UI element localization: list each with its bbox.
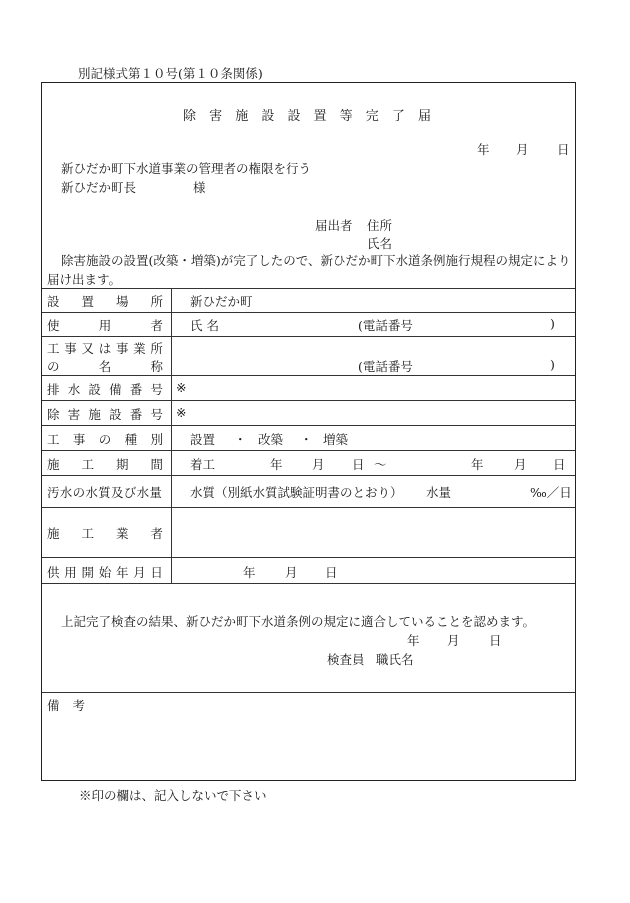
- period-end-year: 年: [471, 457, 484, 472]
- label-char: 始: [98, 565, 112, 580]
- water-quantity: 水量: [426, 485, 452, 500]
- label-char: 用: [64, 565, 77, 580]
- office-phone-close: ): [550, 357, 555, 372]
- label-char: の: [47, 359, 60, 374]
- work-type-sep1: ・: [234, 432, 247, 447]
- date-day: 日: [557, 142, 570, 157]
- user-phone-label: (電話番号: [358, 318, 413, 333]
- label-char: 開: [81, 565, 94, 580]
- label-char: 種: [124, 432, 138, 447]
- label-char: 事: [72, 432, 86, 447]
- table-rule: [42, 288, 575, 289]
- table-rule: [42, 557, 575, 558]
- table-rule: [42, 400, 575, 401]
- work-type-opt2: 改築: [258, 432, 284, 447]
- label-char: 了: [391, 109, 405, 124]
- facility-no-value: ※: [176, 405, 187, 420]
- label-char: 期: [115, 457, 129, 472]
- addressee-honorific: 様: [193, 180, 206, 195]
- drain-no-label: [47, 380, 163, 398]
- service-start-label: [47, 563, 163, 581]
- label-char: 又: [81, 341, 94, 356]
- label-char: 者: [150, 526, 163, 541]
- label-char: 工: [47, 341, 60, 356]
- label-char: 排: [47, 382, 60, 397]
- label-char: 除: [47, 407, 60, 422]
- header-caption: 別記様式第１０号(第１０条関係): [78, 66, 263, 81]
- service-start-day: 日: [325, 565, 338, 580]
- inspection-day: 日: [489, 633, 502, 648]
- period-tilde: ～: [374, 457, 387, 472]
- label-char: 者: [150, 318, 163, 333]
- label-char: は: [98, 341, 112, 356]
- label-char: 完: [365, 109, 379, 124]
- period-start-month: 月: [312, 457, 325, 472]
- label-char: 供: [47, 565, 60, 580]
- label-char: 施: [47, 526, 60, 541]
- label-char: 称: [150, 359, 163, 374]
- label-char: 用: [98, 318, 112, 333]
- label-char: 考: [72, 698, 85, 713]
- label-char: 施: [88, 407, 101, 422]
- user-label: [47, 316, 163, 334]
- label-char: 号: [150, 407, 163, 422]
- label-char: 工: [47, 432, 60, 447]
- water-label: 汚水の水質及び水量: [47, 485, 163, 500]
- label-char: 号: [150, 382, 163, 397]
- label-char: 備: [109, 382, 122, 397]
- label-char: 所: [150, 294, 163, 309]
- label-char: 設: [47, 294, 60, 309]
- work-type-label: [47, 430, 163, 448]
- table-rule: [42, 336, 575, 337]
- label-char: 施: [47, 457, 60, 472]
- table-rule: [42, 507, 575, 508]
- location-value: 新ひだか町: [190, 294, 253, 309]
- period-start-year: 年: [270, 457, 283, 472]
- label-char: 備: [47, 698, 60, 713]
- label-char: 害: [209, 109, 223, 124]
- drain-no-value: ※: [176, 380, 187, 395]
- addressee-line1: 新ひだか町下水道事業の管理者の権限を行う: [61, 161, 312, 176]
- office-phone-label: (電話番号: [358, 359, 413, 374]
- label-char: 別: [150, 432, 163, 447]
- period-start: 着工: [190, 457, 216, 472]
- applicant-name-label: 氏名: [367, 236, 393, 251]
- label-char: 使: [47, 318, 60, 333]
- table-rule: [42, 692, 575, 693]
- addressee-line2: 新ひだか町長: [61, 180, 137, 195]
- label-char: 害: [67, 407, 81, 422]
- contractor-label: [47, 524, 163, 542]
- applicant-label: 届出者: [315, 218, 353, 233]
- label-char: 置: [313, 109, 327, 124]
- form-title: [183, 105, 431, 124]
- service-start-month: 月: [285, 565, 298, 580]
- date-year: 年: [477, 142, 490, 157]
- inspection-text: 上記完了検査の結果、新ひだか町下水道条例の規定に適合していることを認めます。: [61, 614, 536, 629]
- date-month: 月: [516, 142, 529, 157]
- footnote: ※印の欄は、記入しないで下さい: [79, 788, 267, 803]
- label-char: 置: [81, 294, 94, 309]
- inspector-title-name: 職氏名: [376, 652, 414, 667]
- label-char: の: [98, 432, 112, 447]
- label-char: 業: [133, 341, 146, 356]
- office-label-2: [47, 357, 163, 375]
- label-char: 日: [150, 565, 163, 580]
- location-label: [47, 292, 163, 310]
- label-char: 事: [64, 341, 77, 356]
- period-start-day: 日: [352, 457, 365, 472]
- period-end-day: 日: [553, 457, 566, 472]
- label-char: 年: [115, 565, 129, 580]
- period-end-month: 月: [514, 457, 527, 472]
- label-char: 番: [129, 407, 143, 422]
- label-char: 設: [261, 109, 275, 124]
- label-char: 設: [109, 407, 122, 422]
- inspection-year: 年: [407, 633, 420, 648]
- label-char: 名: [98, 359, 112, 374]
- label-char: 月: [133, 565, 146, 580]
- label-char: 設: [287, 109, 301, 124]
- table-rule: [42, 425, 575, 426]
- inspection-month: 月: [447, 633, 460, 648]
- table-rule: [42, 450, 575, 451]
- label-char: 間: [150, 457, 163, 472]
- label-char: 場: [115, 294, 129, 309]
- service-start-year: 年: [243, 565, 256, 580]
- label-char: 等: [339, 109, 353, 124]
- work-type-sep2: ・: [300, 432, 313, 447]
- table-divider: [171, 288, 172, 583]
- label-char: 番: [129, 382, 143, 397]
- user-name-label: 氏 名: [190, 318, 219, 333]
- label-char: 工: [81, 526, 94, 541]
- label-char: 水: [67, 382, 81, 397]
- facility-no-label: [47, 405, 163, 423]
- water-quality: 水質（別紙水質試験証明書のとおり）: [190, 485, 403, 500]
- label-char: 設: [88, 382, 101, 397]
- period-label: [47, 455, 163, 473]
- table-rule: [42, 312, 575, 313]
- work-type-opt3: 増築: [323, 432, 349, 447]
- label-char: 事: [115, 341, 129, 356]
- label-char: 工: [81, 457, 94, 472]
- inspector-label: 検査員: [327, 652, 365, 667]
- applicant-address-label: 住所: [367, 218, 393, 233]
- label-char: 除: [183, 109, 197, 124]
- table-rule: [42, 375, 575, 376]
- label-char: 届: [417, 109, 431, 124]
- body-text: 除害施設の設置(改築・増築)が完了したので、新ひだか町下水道条例施行規程の規定により届け出ます。: [47, 253, 571, 287]
- remarks-label: [47, 696, 85, 714]
- table-rule: [42, 583, 575, 584]
- water-unit: ‰／日: [530, 485, 572, 500]
- label-char: 施: [235, 109, 249, 124]
- office-label-1: [47, 339, 163, 357]
- label-char: 所: [150, 341, 163, 356]
- label-char: 業: [115, 526, 129, 541]
- user-phone-close: ): [550, 316, 555, 331]
- table-rule: [42, 475, 575, 476]
- work-type-opt1: 設置: [190, 432, 216, 447]
